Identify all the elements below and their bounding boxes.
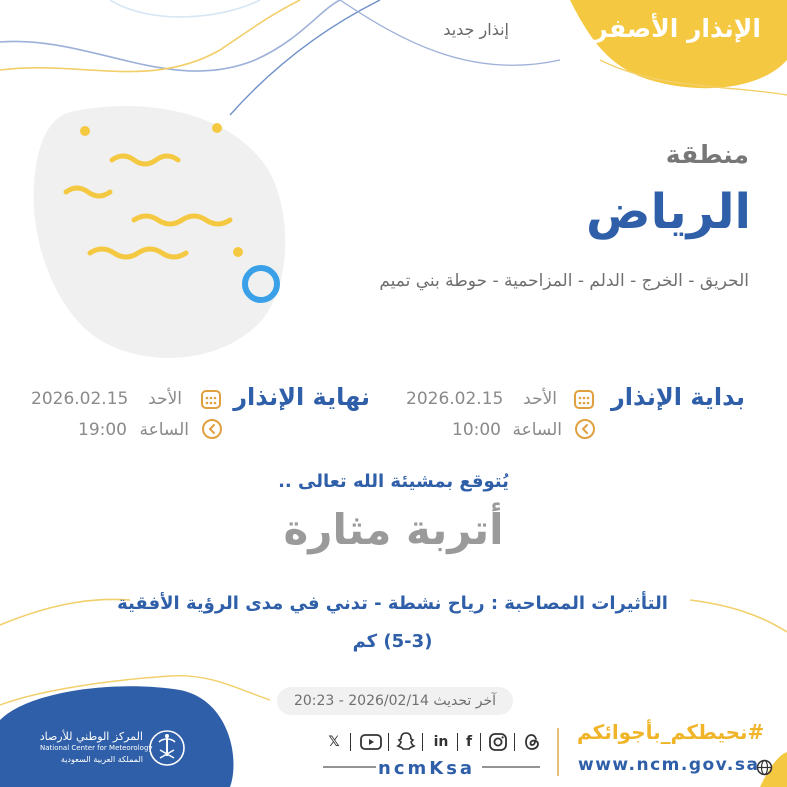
end-time-label: الساعة (139, 420, 189, 440)
facebook-icon[interactable]: f (465, 734, 473, 750)
alert-level-title: الإنذار الأصفر (593, 14, 761, 43)
youtube-icon[interactable] (360, 733, 382, 751)
region-label: منطقة (665, 140, 749, 169)
associated-effects: التأثيرات المصاحبة : رياح نشطة - تدني في مدى الرؤية الأفقية (3-5) كم (117, 593, 668, 652)
end-date: 2026.02.15 (31, 389, 129, 409)
last-update-badge: آخر تحديث 2026/02/14 - 20:23 (277, 687, 513, 715)
divider (388, 733, 389, 751)
start-time-label: الساعة (512, 420, 562, 440)
center-name-english: National Center for Meteorology (40, 744, 153, 752)
divider (422, 733, 423, 751)
start-day: الأحد (523, 389, 557, 409)
divider (350, 733, 351, 751)
end-title: نهاية الإنذار (233, 383, 370, 411)
threads-icon[interactable] (522, 732, 542, 752)
website-link[interactable]: www.ncm.gov.sa (578, 755, 760, 775)
calendar-icon (200, 388, 222, 410)
x-icon[interactable]: 𝕏 (328, 734, 340, 750)
start-date: 2026.02.15 (406, 389, 504, 409)
ncm-logo-icon (148, 728, 186, 768)
end-time: 19:00 (78, 420, 127, 440)
clock-icon (574, 418, 596, 440)
linkedin-icon[interactable]: in (433, 734, 449, 750)
forecast-intro: يُتوقع بمشيئة الله تعالى .. (278, 471, 509, 492)
clock-icon (201, 418, 223, 440)
divider (457, 733, 458, 751)
instagram-icon[interactable] (488, 732, 508, 752)
snapchat-icon[interactable] (396, 731, 416, 751)
hashtag[interactable]: #نحيطكم_بأجوائكم (577, 720, 765, 744)
country-name: المملكة العربية السعودية (60, 755, 143, 764)
calendar-icon (573, 388, 595, 410)
new-alert-label: إنذار جديد (443, 20, 509, 39)
globe-icon (756, 759, 773, 776)
phenomenon-title: أتربة مثارة (283, 505, 504, 554)
end-day: الأحد (148, 389, 182, 409)
region-name: الرياض (586, 184, 751, 240)
center-name-arabic: المركز الوطني للأرصاد (39, 730, 143, 743)
start-time: 10:00 (452, 420, 501, 440)
divider (514, 733, 515, 751)
divider (480, 733, 481, 751)
start-title: بداية الإنذار (610, 383, 745, 411)
social-handle[interactable]: ncmKsa (378, 758, 476, 779)
affected-areas: الحريق - الخرج - الدلم - المزاحمية - حوطة بني تميم (379, 271, 749, 291)
